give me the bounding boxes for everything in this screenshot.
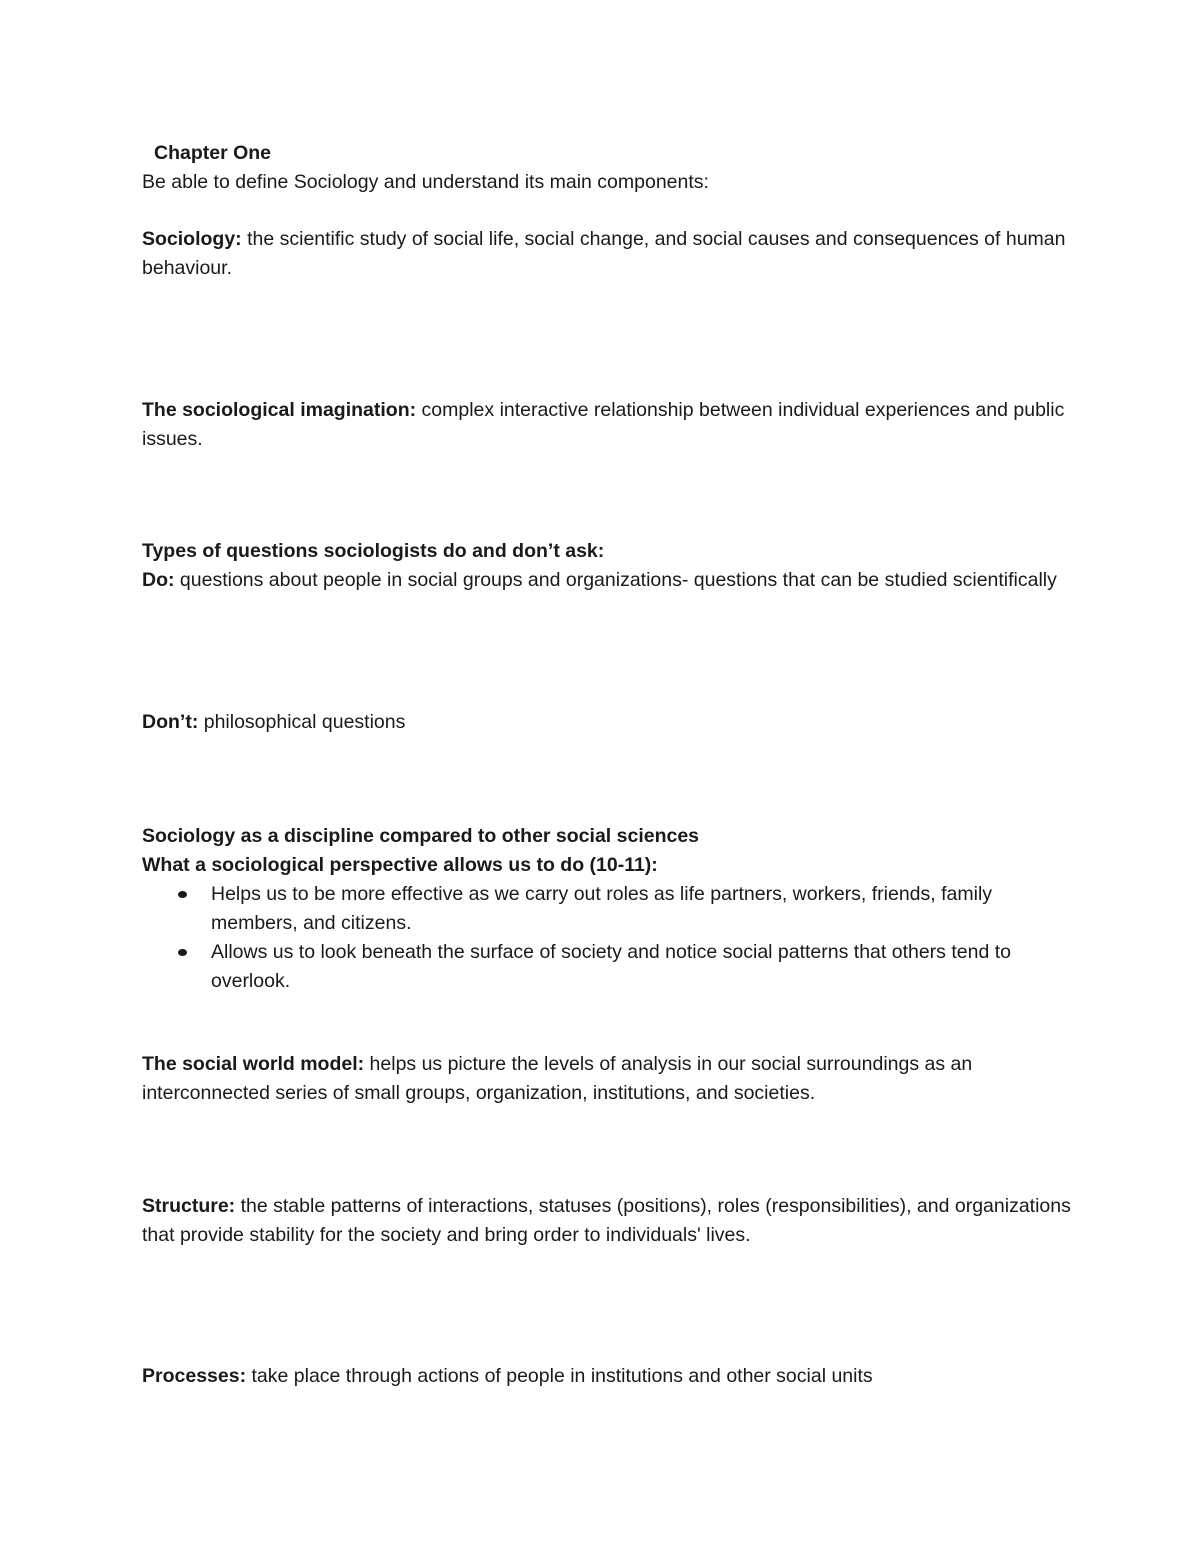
world-model-definition (142, 1050, 1072, 1108)
processes-term: Processes: (142, 1365, 247, 1387)
questions-heading-text: Types of questions sociologists do and don’t ask: (142, 540, 605, 562)
world-model-term: The social world model: (142, 1053, 365, 1075)
structure-definition-text: the stable patterns of interactions, statuses (positions), roles (responsibilities), and organizations that provide stability for the society and bring order to individuals' lives. (142, 1195, 1071, 1246)
imagination-definition-text: complex interactive relationship between individual experiences and public issues. (142, 399, 1065, 450)
bullet-dot-icon (178, 949, 187, 956)
structure-definition (142, 1192, 1072, 1250)
discipline-heading-text: Sociology as a discipline compared to other social sciences (142, 825, 700, 847)
questions-do (142, 566, 1072, 595)
list-item (142, 938, 1072, 996)
processes-definition (142, 1362, 1072, 1391)
sociology-term: Sociology: (142, 228, 242, 250)
discipline-heading (142, 822, 1072, 851)
list-item (142, 880, 1072, 938)
questions-dont (142, 708, 1072, 737)
intro-line: Be able to define Sociology and understand its main components: (142, 171, 709, 193)
world-model-definition-text: helps us picture the levels of analysis in our social surroundings as an interconnected series of small groups, organization, institutions, and societies. (142, 1053, 973, 1104)
dont-term: Don’t: (142, 711, 199, 733)
bullet-text: Allows us to look beneath the surface of society and notice social patterns that others tend to overlook. (211, 941, 1011, 992)
dont-text: philosophical questions (198, 711, 406, 733)
chapter-title: Chapter One (154, 142, 272, 164)
do-term: Do: (142, 569, 175, 591)
imagination-definition (142, 396, 1072, 454)
processes-definition-text: take place through actions of people in institutions and other social units (246, 1365, 873, 1387)
do-text: questions about people in social groups and organizations- questions that can be studied scientifically (174, 569, 1057, 591)
structure-term: Structure: (142, 1195, 236, 1217)
perspective-subheading (142, 851, 1072, 880)
bullet-text: Helps us to be more effective as we carry out roles as life partners, workers, friends, family members, and citizens. (211, 883, 993, 934)
perspective-bullet-list (142, 880, 1072, 996)
bullet-dot-icon (178, 891, 187, 898)
perspective-subheading-text: What a sociological perspective allows us to do (10-11): (142, 854, 658, 876)
sociology-definition (142, 225, 1072, 283)
questions-heading (142, 537, 1072, 566)
imagination-term: The sociological imagination: (142, 399, 417, 421)
sociology-definition-text: the scientific study of social life, social change, and social causes and consequences of human behaviour. (142, 228, 1066, 279)
